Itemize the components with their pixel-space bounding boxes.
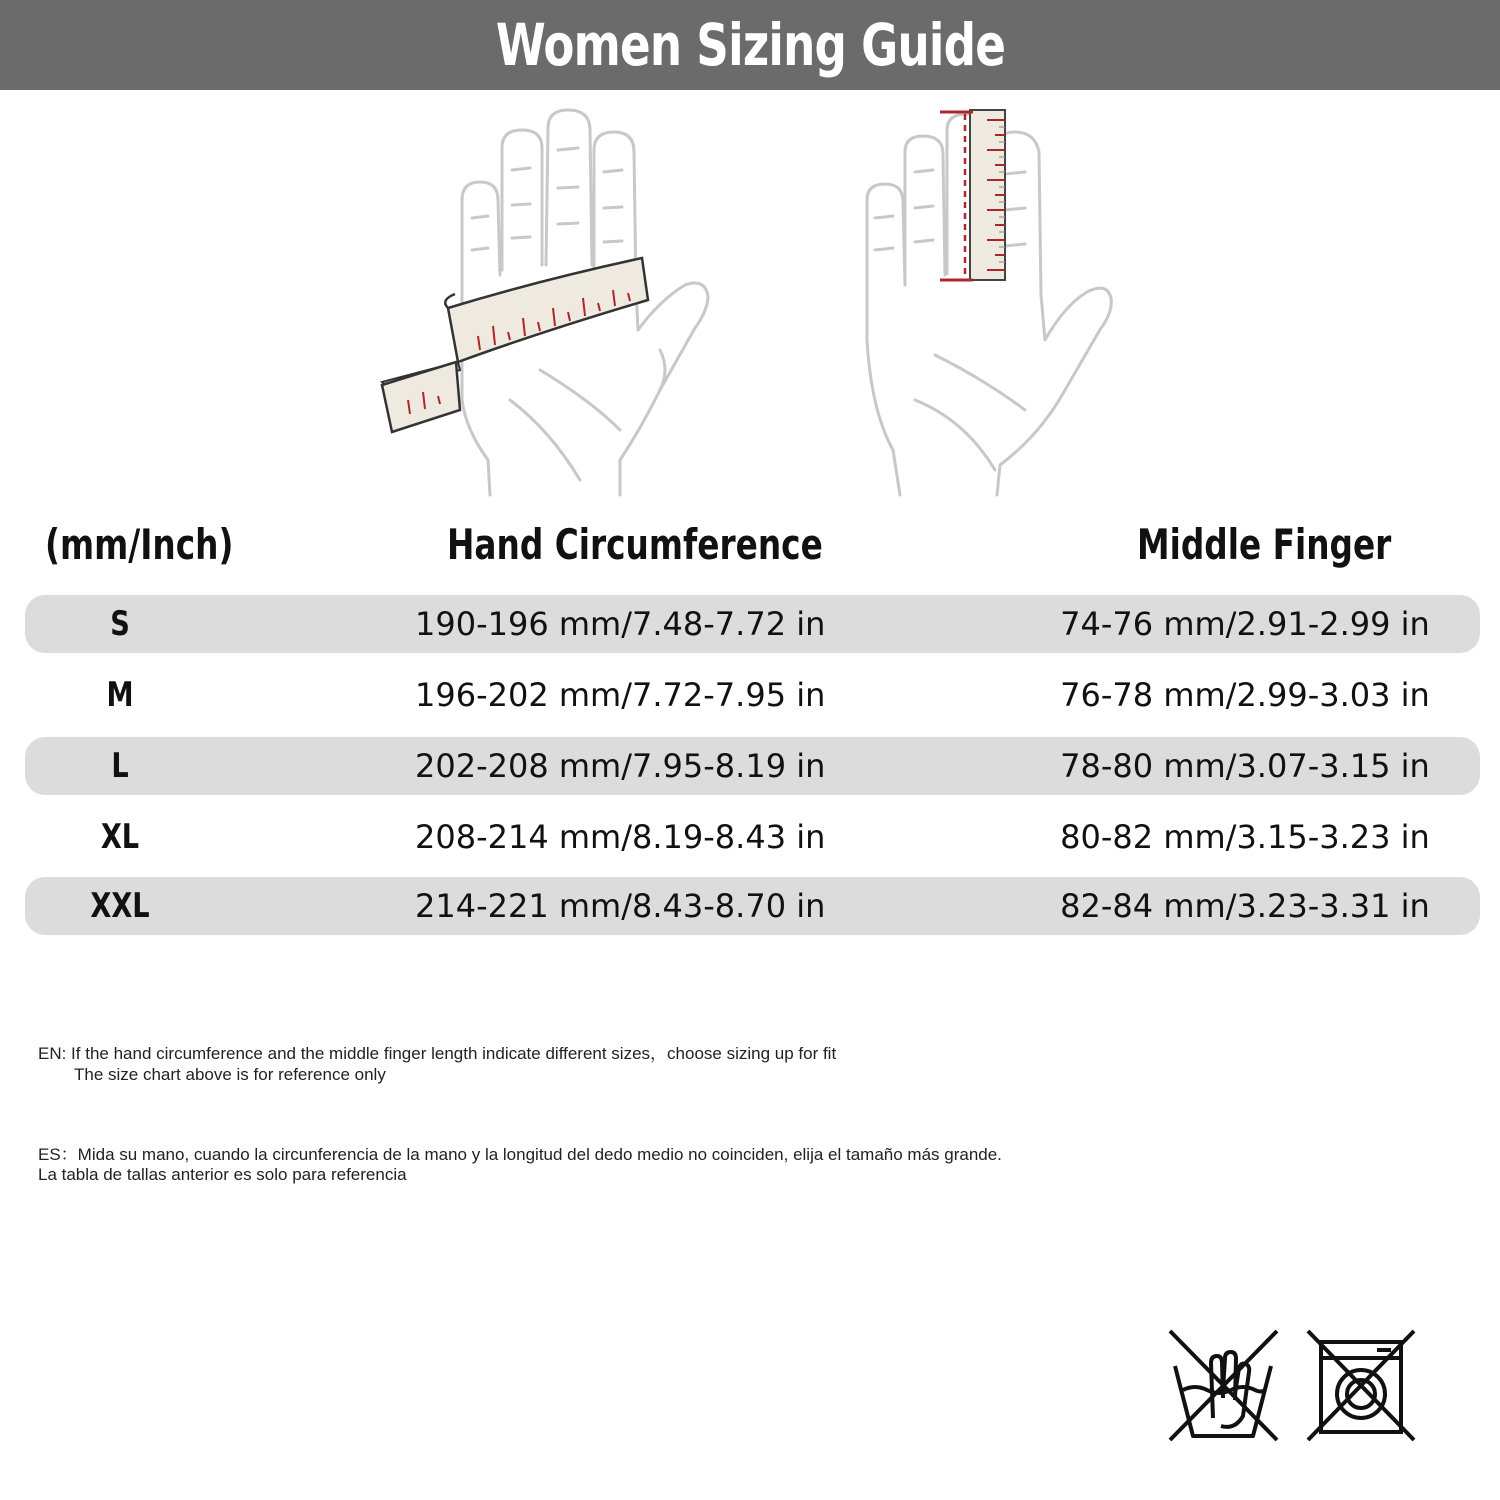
size-label: XL — [100, 817, 140, 857]
middle-finger-header: Middle Finger — [1137, 520, 1392, 569]
hand-circumference-value: 196-202 mm/7.72-7.95 in — [415, 676, 826, 714]
hand-circumference-value: 202-208 mm/7.95-8.19 in — [415, 747, 826, 785]
hand-circumference-value: 190-196 mm/7.48-7.72 in — [415, 605, 826, 643]
table-row — [25, 666, 1480, 724]
size-label: S — [110, 604, 130, 644]
no-hand-wash-icon — [1165, 1328, 1280, 1443]
no-machine-wash-icon — [1305, 1328, 1417, 1443]
table-row — [25, 595, 1480, 653]
hand-circumference-header: Hand Circumference — [447, 520, 823, 569]
size-label: XXL — [90, 886, 150, 926]
table-row — [25, 808, 1480, 866]
note-en-line2: The size chart above is for reference only — [74, 1065, 386, 1084]
middle-finger-value: 78-80 mm/3.07-3.15 in — [1060, 747, 1430, 785]
middle-finger-value: 80-82 mm/3.15-3.23 in — [1060, 818, 1430, 856]
page-title: Women Sizing Guide — [495, 11, 1005, 79]
size-label: L — [111, 746, 129, 786]
hand-circumference-value: 208-214 mm/8.19-8.43 in — [415, 818, 826, 856]
middle-finger-value: 74-76 mm/2.91-2.99 in — [1060, 605, 1430, 643]
note-en-line1: EN: If the hand circumference and the middle finger length indicate different sizes，choose sizing up for fit — [38, 1044, 837, 1063]
finger-measure-icon — [855, 100, 1135, 500]
hand-circumference-value: 214-221 mm/8.43-8.70 in — [415, 887, 826, 925]
table-row — [25, 737, 1480, 795]
middle-finger-value: 82-84 mm/3.23-3.31 in — [1060, 887, 1430, 925]
middle-finger-value: 76-78 mm/2.99-3.03 in — [1060, 676, 1430, 714]
note-es-line2: La tabla de tallas anterior es solo para referencia — [38, 1165, 407, 1184]
unit-header: (mm/Inch) — [45, 520, 234, 569]
note-es-line1: ES：Mida su mano, cuando la circunferencia de la mano y la longitud del dedo medio no coinciden, elija el tamaño más grande. — [38, 1145, 1002, 1164]
table-row — [25, 877, 1480, 935]
size-label: M — [106, 675, 134, 715]
title-banner — [0, 0, 1500, 90]
hand-measure-circumference-icon — [370, 100, 730, 500]
